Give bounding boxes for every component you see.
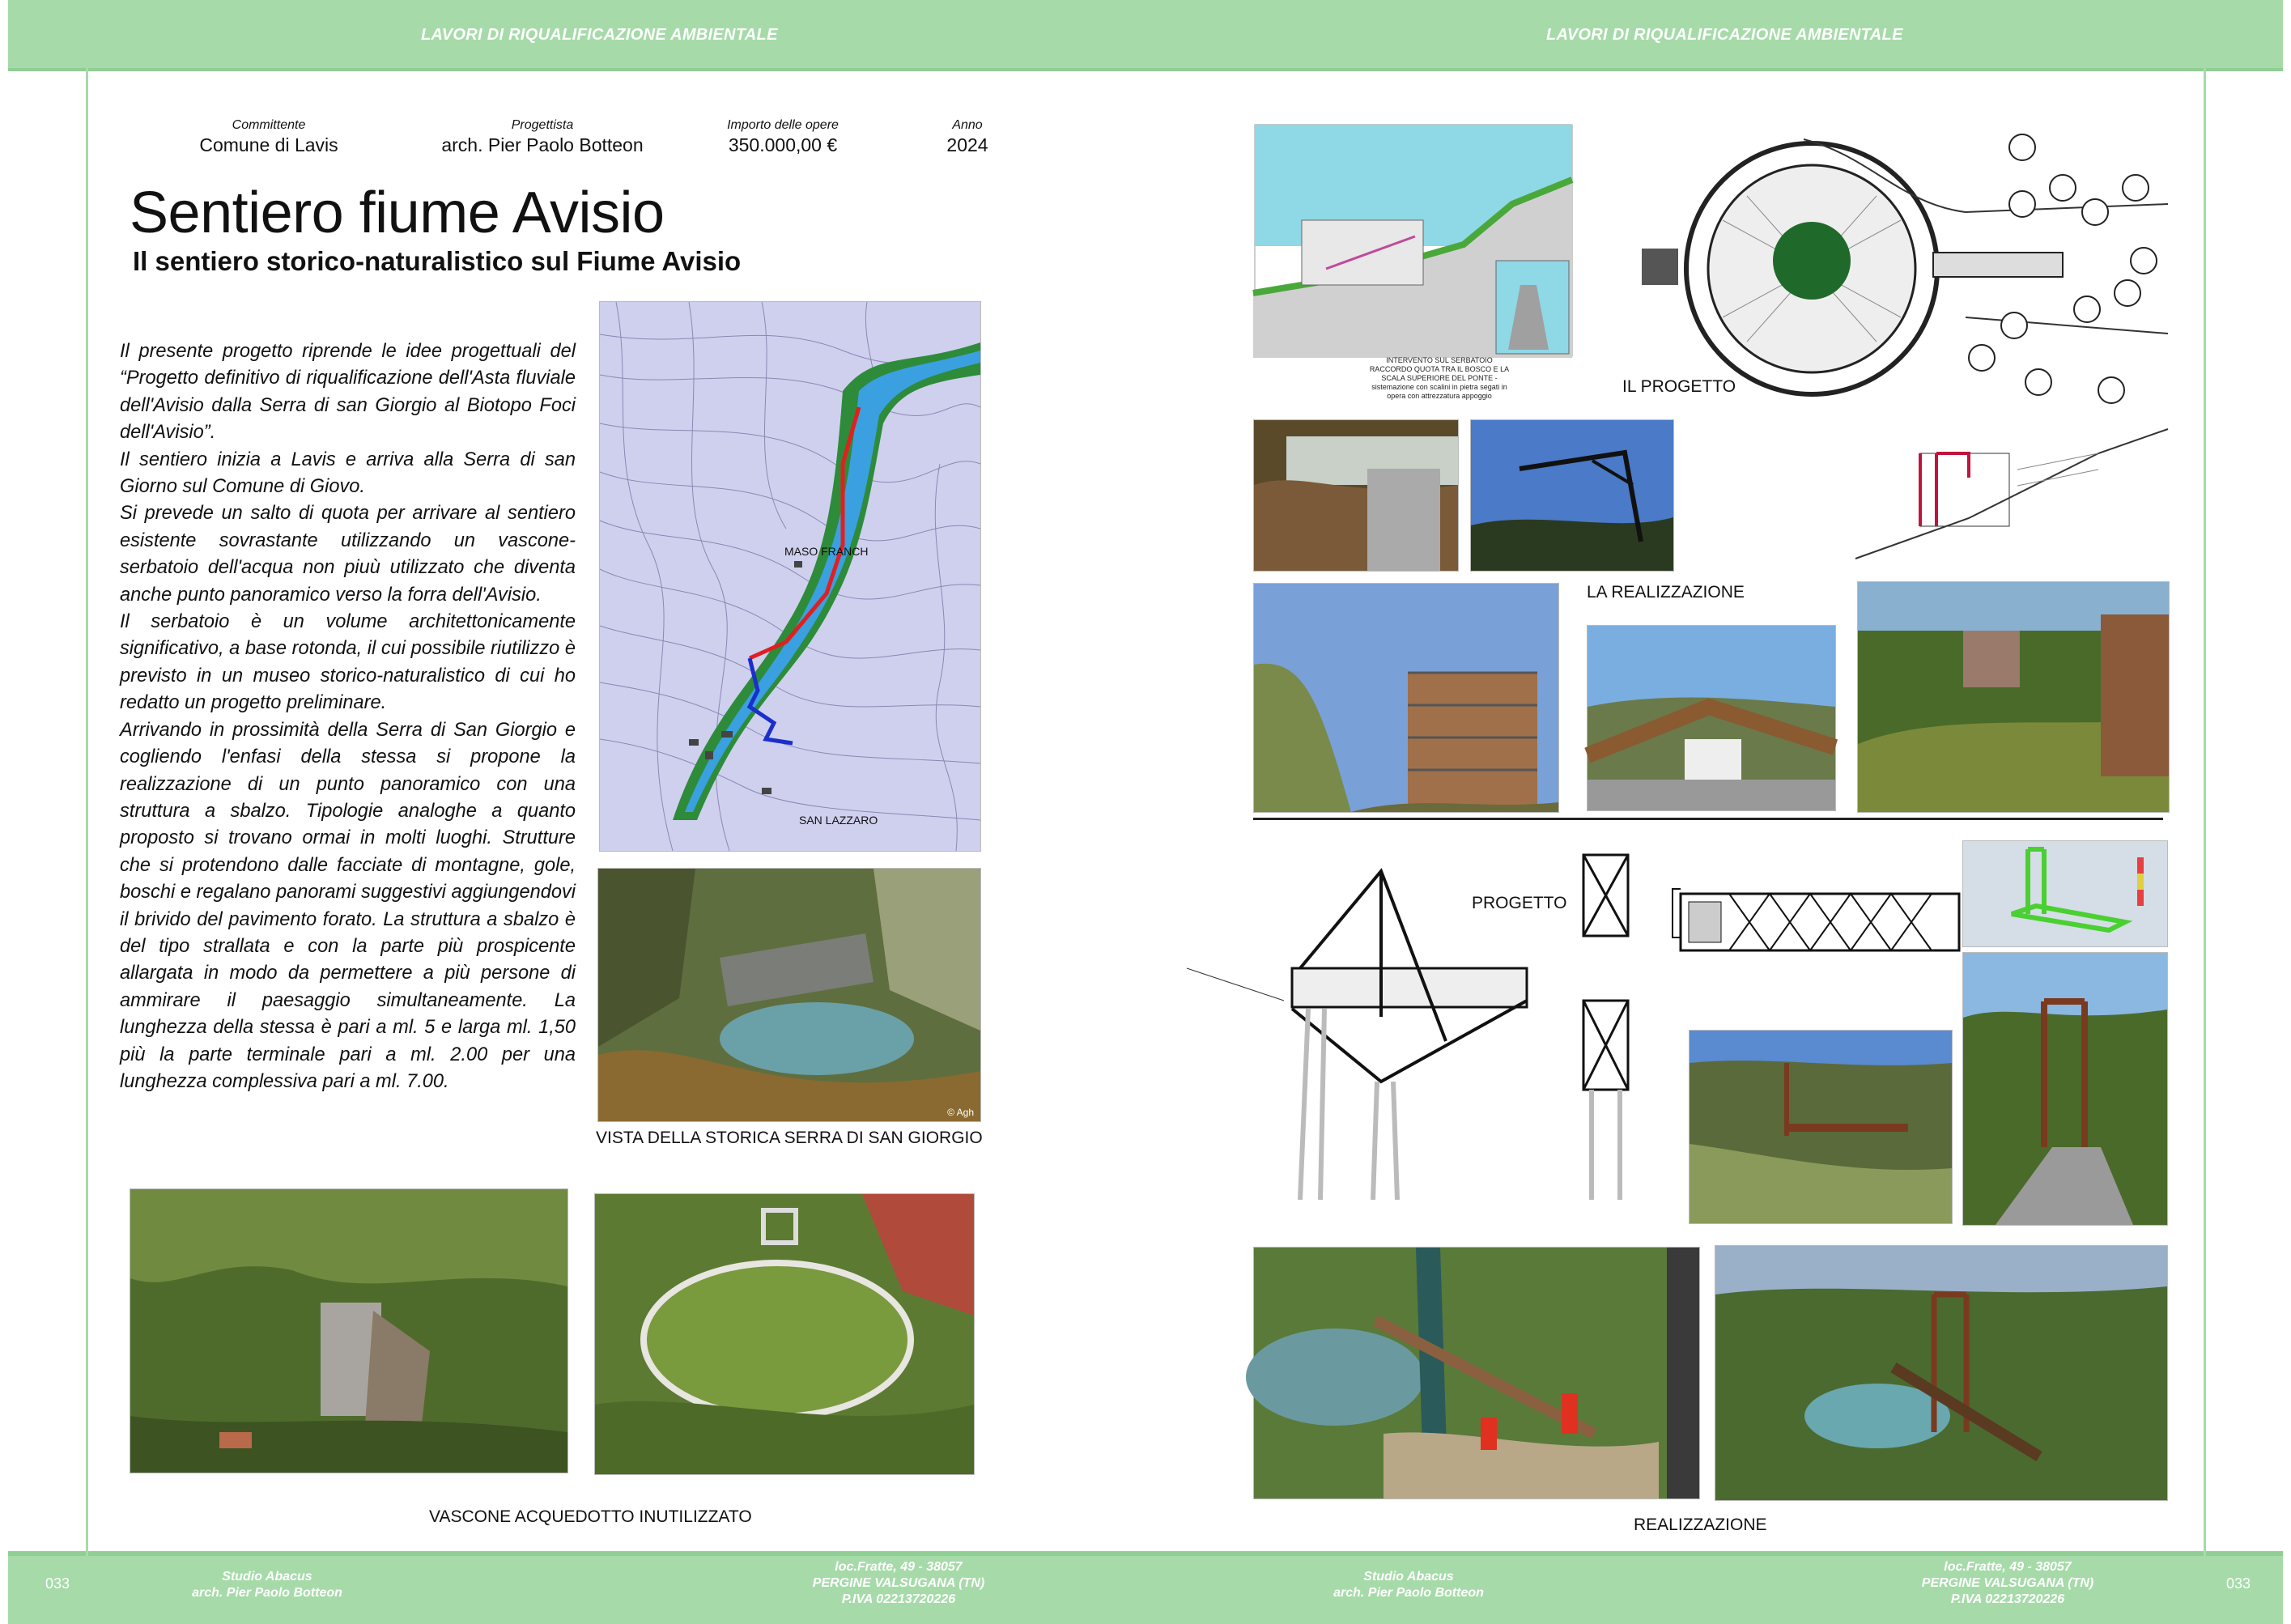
caption-realizzazione: REALIZZAZIONE xyxy=(1634,1516,1767,1534)
footer-address-left xyxy=(777,1559,1020,1608)
footer-address-right xyxy=(1886,1559,2129,1608)
drawing-elevation xyxy=(1855,421,2168,563)
map-label-lazzaro: SAN LAZZARO xyxy=(799,814,878,827)
meta-importo xyxy=(698,118,868,156)
photo-construction-1 xyxy=(1253,419,1459,572)
photo-bridge-tower xyxy=(1962,952,2168,1226)
footer-studio: Studio Abacus xyxy=(222,1570,312,1584)
footer-architect: arch. Pier Paolo Botteon xyxy=(1333,1586,1484,1600)
paragraph: Il sentiero inizia a Lavis e arriva alla Serra di san Giorno sul Comune di Giovo. xyxy=(120,449,576,498)
meta-value: arch. Pier Paolo Botteon xyxy=(441,134,644,155)
paragraph: Arrivando in prossimità della Serra di San Giorgio e cogliendo l'enfasi della stessa si propone la realizzazione di un punto panoramico con una struttura a sbalzo. Tipologie analoghe a quanto proposto si trovano ormai in molti luoghi. Strutture che si protendono dalle facciate di montagne, gole, boschi e regalano panorami suggestivi aggiungendovi il brivido del pavimento forato. La struttura a sbalzo è del tipo strallata e con la parte più prospicente allargata in modo da permettere a più persone di ammirare il paesaggio simultaneamente. La lunghezza della stessa è pari a ml. 5 e larga ml. 1,50 più la parte terminale pari a ml. 2.00 per una lunghezza complessiva pari a ml. 7.00. xyxy=(120,719,576,1092)
photo-credit: © Agh xyxy=(947,1107,974,1118)
footer-address2: PERGINE VALSUGANA (TN) xyxy=(812,1576,985,1590)
meta-label: Anno xyxy=(952,118,983,132)
paragraph: Il serbatoio è un volume architettonicamente significativo, a base rotonda, il cui possibile riutilizzo è previsto in un museo storico-naturalistico di cui ho redatto un progetto preliminare. xyxy=(120,611,576,714)
plan-drawing xyxy=(1642,123,2168,455)
meta-label: Importo delle opere xyxy=(727,118,839,132)
topographic-map xyxy=(599,301,981,852)
meta-value: Comune di Lavis xyxy=(199,134,338,155)
photo-cantilever xyxy=(1689,1030,1953,1224)
margin-line xyxy=(86,0,88,1619)
photo-crane xyxy=(1470,419,1674,572)
photo-reservoir xyxy=(594,1193,975,1475)
paragraph: Il presente progetto riprende le idee progettuali del “Progetto definitivo di riqualificazione dell'Asta fluviale dell'Avisio dalla Serra di san Giorgio al Biotopo Foci dell'Avisio”. xyxy=(120,341,576,444)
meta-label: Progettista xyxy=(511,118,574,132)
meta-label: Committente xyxy=(232,118,306,132)
photo-bridge-aerial xyxy=(1715,1245,2168,1501)
footer-vat: P.IVA 02213720226 xyxy=(841,1592,956,1606)
body-text xyxy=(120,338,576,1095)
section-divider xyxy=(1253,818,2163,820)
drawing-note: INTERVENTO SUL SERBATOIO RACCORDO QUOTA TRA IL BOSCO E LA SCALA SUPERIORE DEL PONTE - sistemazione con scalini in pietra segati in opera con attrezzatura appoggio xyxy=(1369,356,1510,400)
map-label-maso: MASO FRANCH xyxy=(784,545,869,558)
header-left: LAVORI DI RIQUALIFICAZIONE AMBIENTALE xyxy=(421,26,778,44)
drawing-section xyxy=(1253,123,1575,400)
footer-studio-left xyxy=(146,1569,389,1601)
label-progetto: PROGETTO xyxy=(1472,894,1567,912)
header-right: LAVORI DI RIQUALIFICAZIONE AMBIENTALE xyxy=(1546,26,1903,44)
photo-serra xyxy=(597,868,981,1122)
photo-gorge-view xyxy=(1857,581,2170,813)
page-number-right: 033 xyxy=(2226,1575,2251,1592)
caption-vascone: VASCONE ACQUEDOTTO INUTILIZZATO xyxy=(429,1507,752,1526)
page-number-left: 033 xyxy=(45,1575,70,1592)
footer-studio-right xyxy=(1287,1569,1530,1601)
meta-anno xyxy=(931,118,1004,156)
meta-value: 2024 xyxy=(946,134,988,155)
plan-truss xyxy=(1681,878,1959,971)
fem-model xyxy=(1962,840,2168,947)
footer-studio: Studio Abacus xyxy=(1363,1570,1454,1584)
photo-tower-scaffold xyxy=(1253,583,1559,813)
photo-workers xyxy=(1253,1247,1700,1499)
footer-address2: PERGINE VALSUGANA (TN) xyxy=(1921,1576,2094,1590)
page-title: Sentiero fiume Avisio xyxy=(130,181,665,245)
footer-address1: loc.Fratte, 49 - 38057 xyxy=(1944,1560,2072,1574)
photo-bridge-deck xyxy=(1587,625,1836,811)
label-la-realizzazione: LA REALIZZAZIONE xyxy=(1587,583,1745,602)
footer-vat: P.IVA 02213720226 xyxy=(1950,1592,2065,1606)
photo-ruin-tower xyxy=(130,1188,568,1473)
header-band xyxy=(8,0,2283,71)
paragraph: Si prevede un salto di quota per arrivare al sentiero esistente sovrastante utilizzando un vascone-serbatoio dell'acqua non piuù utilizzato che diventa anche punto panoramico verso la forra dell'Avisio. xyxy=(120,503,576,606)
meta-committente xyxy=(180,118,358,156)
margin-line xyxy=(2204,0,2206,1619)
label-il-progetto: IL PROGETTO xyxy=(1622,377,1736,396)
page-subtitle: Il sentiero storico-naturalistico sul Fiume Avisio xyxy=(133,246,742,276)
meta-progettista xyxy=(421,118,664,156)
caption-serra: VISTA DELLA STORICA SERRA DI SAN GIORGIO xyxy=(596,1129,983,1147)
footer-address1: loc.Fratte, 49 - 38057 xyxy=(835,1560,963,1574)
meta-value: 350.000,00 € xyxy=(728,134,838,155)
footer-architect: arch. Pier Paolo Botteon xyxy=(192,1586,342,1600)
